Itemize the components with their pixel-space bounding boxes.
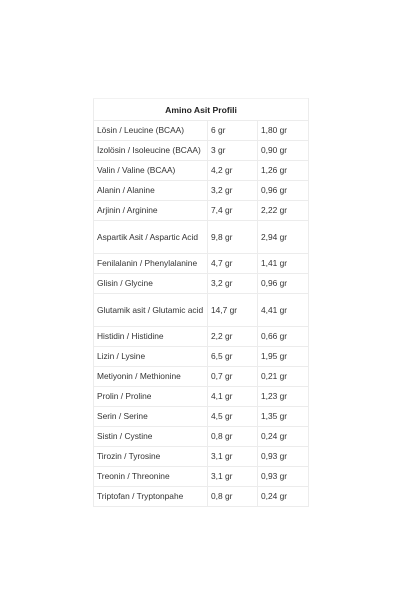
amino-value-cell: 1,35 gr xyxy=(258,407,309,427)
amino-name-cell: Alanin / Alanine xyxy=(94,181,208,201)
amino-value-cell: 0,66 gr xyxy=(258,327,309,347)
amino-amount-cell: 7,4 gr xyxy=(208,201,258,221)
amino-amount-cell: 4,5 gr xyxy=(208,407,258,427)
amino-name-cell: Prolin / Proline xyxy=(94,387,208,407)
amino-amount-cell: 14,7 gr xyxy=(208,294,258,327)
table-row xyxy=(94,467,309,487)
table-row xyxy=(94,447,309,467)
amino-value-cell: 2,94 gr xyxy=(258,221,309,254)
amino-value-cell: 0,96 gr xyxy=(258,274,309,294)
amino-value-cell: 0,24 gr xyxy=(258,427,309,447)
amino-value-cell: 1,95 gr xyxy=(258,347,309,367)
amino-amount-cell: 4,7 gr xyxy=(208,254,258,274)
amino-name-cell: İzolösin / Isoleucine (BCAA) xyxy=(94,141,208,161)
table-row xyxy=(94,221,309,254)
amino-amount-cell: 0,7 gr xyxy=(208,367,258,387)
table-row xyxy=(94,347,309,367)
amino-value-cell: 0,90 gr xyxy=(258,141,309,161)
amino-amount-cell: 3 gr xyxy=(208,141,258,161)
amino-amount-cell: 3,1 gr xyxy=(208,447,258,467)
table-row xyxy=(94,294,309,327)
table-row xyxy=(94,387,309,407)
table-row xyxy=(94,254,309,274)
amino-name-cell: Metiyonin / Methionine xyxy=(94,367,208,387)
amino-value-cell: 1,23 gr xyxy=(258,387,309,407)
table-header-row xyxy=(94,99,309,121)
table-row xyxy=(94,121,309,141)
amino-name-cell: Lösin / Leucine (BCAA) xyxy=(94,121,208,141)
amino-amount-cell: 6,5 gr xyxy=(208,347,258,367)
amino-amount-cell: 3,2 gr xyxy=(208,181,258,201)
table-row xyxy=(94,141,309,161)
amino-name-cell: Aspartik Asit / Aspartic Acid xyxy=(94,221,208,254)
amino-amount-cell: 4,2 gr xyxy=(208,161,258,181)
amino-amount-cell: 3,2 gr xyxy=(208,274,258,294)
amino-name-cell: Lizin / Lysine xyxy=(94,347,208,367)
amino-value-cell: 0,93 gr xyxy=(258,467,309,487)
amino-value-cell: 1,80 gr xyxy=(258,121,309,141)
amino-amount-cell: 9,8 gr xyxy=(208,221,258,254)
amino-name-cell: Serin / Serine xyxy=(94,407,208,427)
table-row xyxy=(94,161,309,181)
amino-amount-cell: 3,1 gr xyxy=(208,467,258,487)
amino-value-cell: 1,41 gr xyxy=(258,254,309,274)
table-title: Amino Asit Profili xyxy=(94,99,309,121)
amino-value-cell: 4,41 gr xyxy=(258,294,309,327)
amino-value-cell: 0,93 gr xyxy=(258,447,309,467)
amino-value-cell: 0,96 gr xyxy=(258,181,309,201)
table-row xyxy=(94,487,309,507)
amino-amount-cell: 0,8 gr xyxy=(208,487,258,507)
amino-amount-cell: 0,8 gr xyxy=(208,427,258,447)
amino-name-cell: Arjinin / Arginine xyxy=(94,201,208,221)
amino-name-cell: Sistin / Cystine xyxy=(94,427,208,447)
amino-amount-cell: 4,1 gr xyxy=(208,387,258,407)
amino-name-cell: Glutamik asit / Glutamic acid xyxy=(94,294,208,327)
amino-name-cell: Tirozin / Tyrosine xyxy=(94,447,208,467)
amino-value-cell: 0,24 gr xyxy=(258,487,309,507)
amino-name-cell: Treonin / Threonine xyxy=(94,467,208,487)
amino-acid-table xyxy=(93,98,309,507)
amino-name-cell: Glisin / Glycine xyxy=(94,274,208,294)
table-row xyxy=(94,427,309,447)
table-row xyxy=(94,274,309,294)
amino-name-cell: Fenilalanin / Phenylalanine xyxy=(94,254,208,274)
amino-value-cell: 2,22 gr xyxy=(258,201,309,221)
amino-amount-cell: 6 gr xyxy=(208,121,258,141)
amino-amount-cell: 2,2 gr xyxy=(208,327,258,347)
table-row xyxy=(94,201,309,221)
table-row xyxy=(94,407,309,427)
amino-name-cell: Histidin / Histidine xyxy=(94,327,208,347)
table-row xyxy=(94,327,309,347)
amino-name-cell: Triptofan / Tryptonpahe xyxy=(94,487,208,507)
table-row xyxy=(94,367,309,387)
amino-name-cell: Valin / Valine (BCAA) xyxy=(94,161,208,181)
table-row xyxy=(94,181,309,201)
amino-value-cell: 0,21 gr xyxy=(258,367,309,387)
amino-value-cell: 1,26 gr xyxy=(258,161,309,181)
